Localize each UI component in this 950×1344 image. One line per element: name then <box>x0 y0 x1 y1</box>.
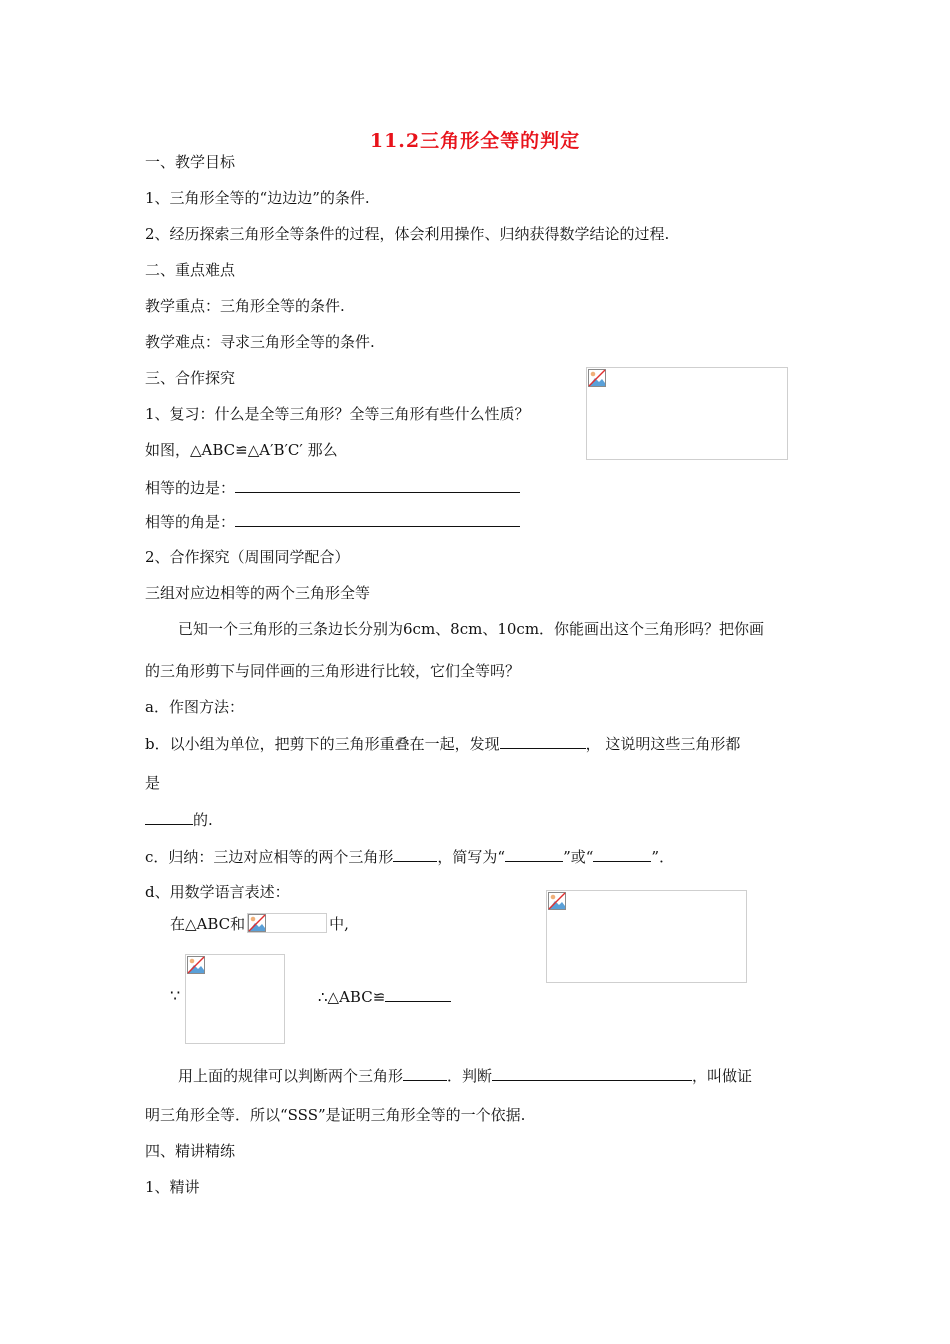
item-c-text: c．归纳：三边对应相等的两个三角形 <box>145 848 394 866</box>
in-triangle-statement <box>170 914 349 935</box>
item-c-text-3: ”或“ <box>563 848 594 866</box>
document-title: 11.2三角形全等的判定 <box>369 130 581 152</box>
item-c-blank-3[interactable] <box>593 846 651 862</box>
paragraph-1-line-2: 的三角形剪下与同伴画的三角形进行比较，它们全等吗？ <box>145 662 521 680</box>
item-b-blank-1[interactable] <box>500 733 586 749</box>
equal-sides-label: 相等的边是： <box>145 479 236 497</box>
item-b-end-text: 的. <box>193 811 213 829</box>
item-b-end <box>145 809 213 830</box>
item-d: d、用数学语言表述： <box>145 883 290 901</box>
therefore-text: ∴△ABC≌ <box>318 988 386 1006</box>
equal-angles-blank[interactable] <box>235 511 520 527</box>
rule-text-2: ．判断 <box>447 1067 493 1085</box>
item-c-blank-2[interactable] <box>505 846 563 862</box>
in-abc-end-text: 中, <box>329 915 349 933</box>
goal-1: 1、三角形全等的“边边边”的条件. <box>145 189 370 207</box>
rule-line-2: 明三角形全等．所以“SSS”是证明三角形全等的一个依据. <box>145 1106 526 1124</box>
sss-triangles-figure <box>546 890 747 983</box>
item-b-blank-2[interactable] <box>145 809 193 825</box>
jingjiang-heading: 1、精讲 <box>145 1178 200 1196</box>
cooperation-heading: 2、合作探究（周围同学配合） <box>145 548 350 566</box>
paragraph-1-line-1: 已知一个三角形的三条边长分别为6cm、8cm、10cm．你能画出这个三角形吗？把你画 <box>178 620 765 638</box>
equal-angles-line <box>145 511 520 532</box>
equal-sides-line <box>145 477 520 498</box>
item-c-blank-1[interactable] <box>393 846 437 862</box>
broken-image-icon <box>548 892 566 910</box>
section-heading-practice: 四、精讲精练 <box>145 1142 236 1160</box>
triangle-name-image <box>247 913 327 933</box>
item-c-text-2: ，简写为“ <box>437 848 506 866</box>
rule-text-3: ，叫做证 <box>692 1067 753 1085</box>
item-c-text-4: ”． <box>651 848 675 866</box>
broken-image-icon <box>187 956 205 974</box>
rule-text-1: 用上面的规律可以判断两个三角形 <box>178 1067 404 1085</box>
difficult-point: 教学难点：寻求三角形全等的条件. <box>145 333 375 351</box>
figure-statement: 如图，△ABC≌△A′B′C′ 那么 <box>145 441 338 459</box>
conditions-image <box>185 954 285 1044</box>
item-a: a．作图方法： <box>145 698 244 716</box>
section-heading-goals: 一、教学目标 <box>145 153 236 171</box>
section-heading-key-points: 二、重点难点 <box>145 261 236 279</box>
sss-heading: 三组对应边相等的两个三角形全等 <box>145 584 371 602</box>
item-c <box>145 846 674 867</box>
item-b-text-2: ， 这说明这些三角形都 <box>585 735 741 753</box>
equal-angles-label: 相等的角是： <box>145 513 236 531</box>
review-question: 1、复习：什么是全等三角形？全等三角形有些什么性质？ <box>145 405 530 423</box>
key-point: 教学重点：三角形全等的条件. <box>145 297 345 315</box>
equal-sides-blank[interactable] <box>235 477 520 493</box>
congruent-triangles-figure <box>586 367 788 460</box>
section-heading-explore: 三、合作探究 <box>145 369 236 387</box>
rule-blank-1[interactable] <box>403 1065 447 1081</box>
in-abc-text: 在△ABC和 <box>170 915 246 933</box>
because-symbol: ∵ <box>170 986 181 1005</box>
therefore-statement <box>318 986 451 1007</box>
item-b <box>145 733 740 754</box>
item-b-text: b．以小组为单位，把剪下的三角形重叠在一起，发现 <box>145 735 500 753</box>
broken-image-icon <box>248 914 266 932</box>
therefore-blank[interactable] <box>385 986 451 1002</box>
rule-blank-2[interactable] <box>492 1065 692 1081</box>
broken-image-icon <box>588 369 606 387</box>
rule-line-1 <box>178 1065 752 1086</box>
item-b-continued: 是 <box>145 774 161 792</box>
goal-2: 2、经历探索三角形全等条件的过程，体会利用操作、归纳获得数学结论的过程. <box>145 225 670 243</box>
